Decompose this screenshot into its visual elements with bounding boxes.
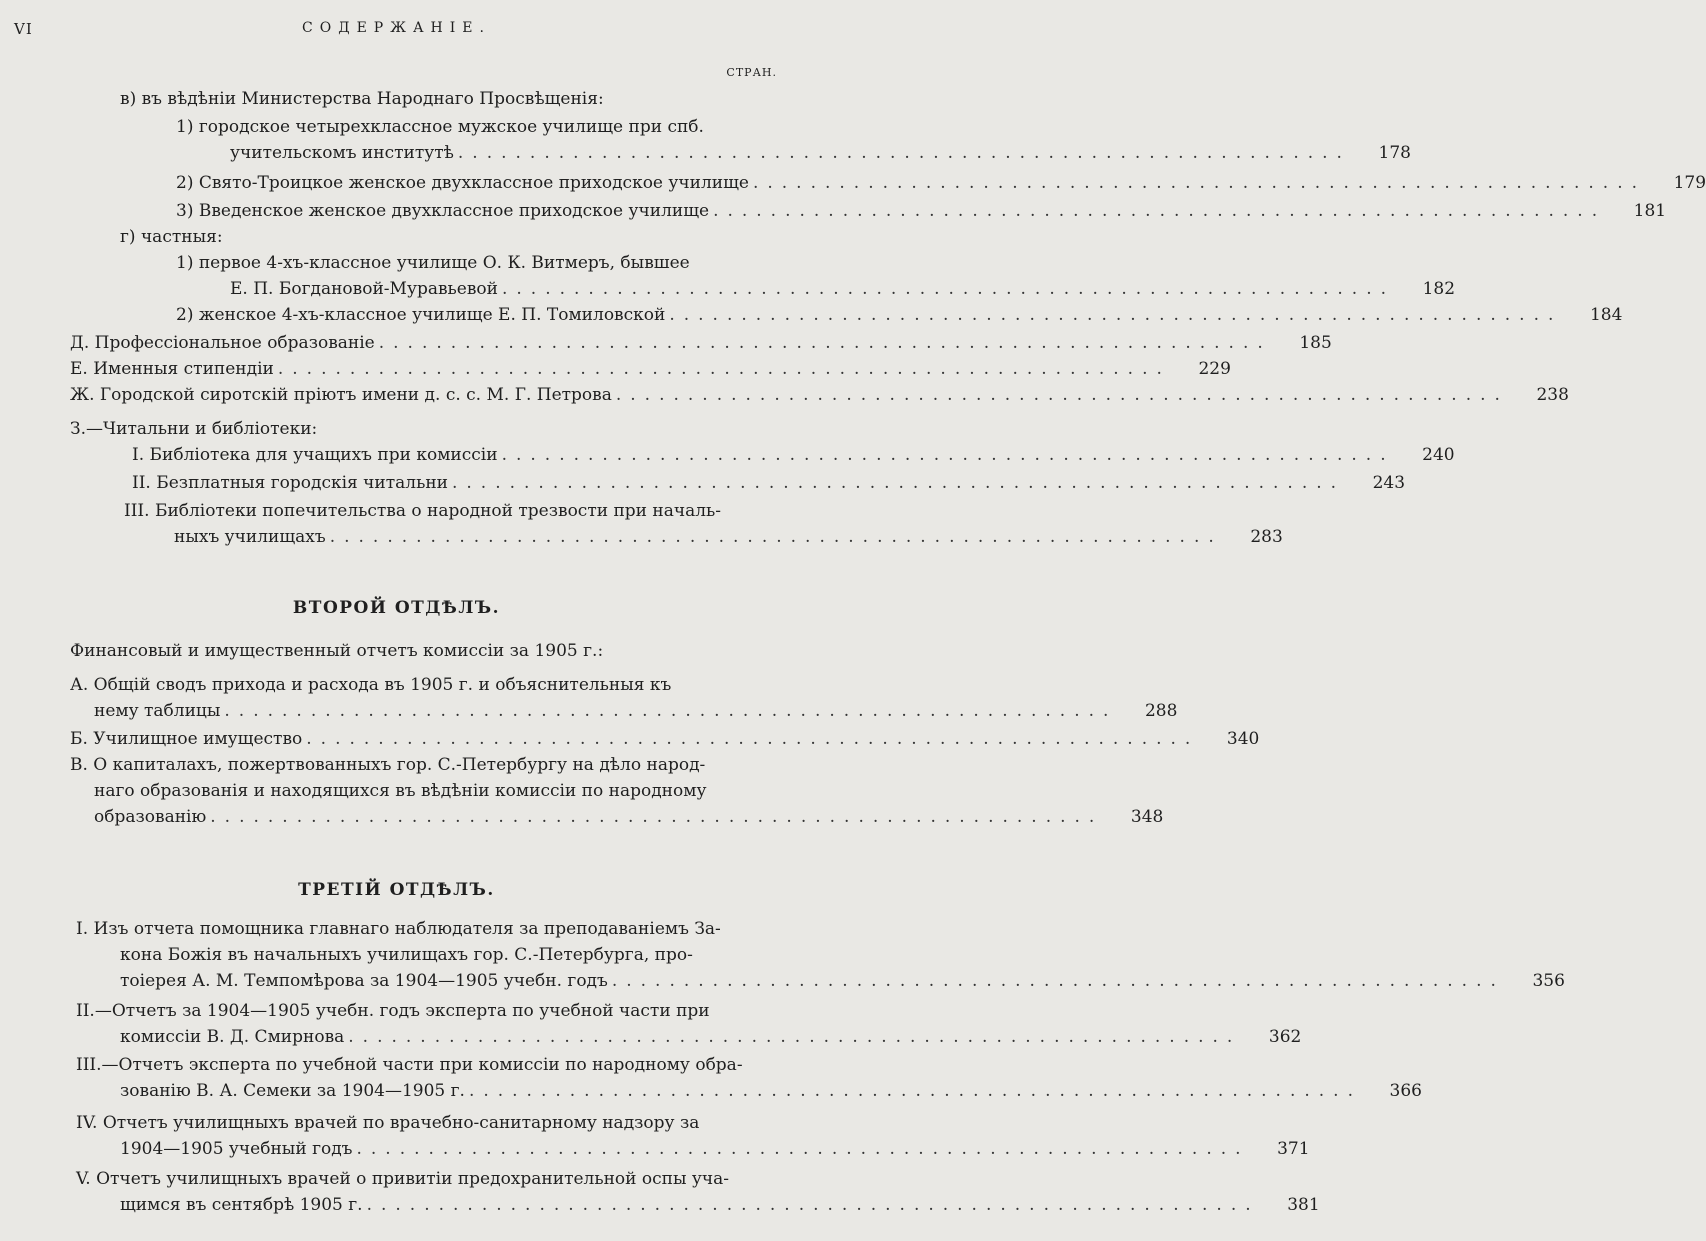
entry-line: III.—Отчетъ эксперта по учебной части при комиссіи по народному обра- — [76, 1055, 743, 1075]
entry-line: IV. Отчетъ училищныхъ врачей по врачебно-санитарному надзору за — [76, 1113, 700, 1133]
entry-page: 240 — [1422, 445, 1455, 465]
entry-line: Е. П. Богдановой-Муравьевой — [230, 279, 498, 299]
toc-entry: Д. Профессіональное образованіе .............................................................. 185 — [70, 330, 780, 356]
entry-line: тоіерея А. М. Темпомѣрова за 1904—1905 учебн. годъ — [120, 971, 608, 991]
entry-line: Д. Профессіональное образованіе — [70, 333, 375, 353]
entry-line: III. Библіотеки попечительства о народной трезвости при началь- — [124, 501, 722, 521]
running-head: СОДЕРЖАНІЕ. — [302, 20, 491, 36]
entry-page: 182 — [1422, 279, 1456, 299]
entry-line: I. Изъ отчета помощника главнаго наблюдателя за преподаваніемъ За- — [76, 919, 721, 939]
entry-line: А. Общій сводъ прихода и расхода въ 1905 г. и объяснительныя къ — [70, 675, 672, 695]
entry-line: учительскомъ институтѣ — [230, 143, 454, 163]
toc-entry: II.—Отчетъ за 1904—1905 учебн. годъ эксперта по учебной части при комиссіи В. Д. Смирнова .............................................................. 362 — [76, 998, 780, 1050]
entry-page: 340 — [1226, 729, 1260, 749]
entry-line: щимся въ сентябрѣ 1905 г. — [120, 1195, 363, 1215]
entry-page: 178 — [1378, 143, 1411, 163]
entry-line: 2) женское 4-хъ-классное училище Е. П. Томиловской — [176, 305, 666, 325]
section-title: ВТОРОЙ ОТДѢЛЪ. — [292, 598, 501, 618]
entry-page: 185 — [1299, 333, 1332, 353]
toc-entry: IV. Отчетъ училищныхъ врачей по врачебно-санитарному надзору за 1904—1905 учебный годъ .............................................................. 371 — [76, 1110, 780, 1162]
entry-page: 243 — [1372, 473, 1406, 493]
entry-line: Ж. Городской сиротскій пріютъ имени д. с. с. М. Г. Петрова — [70, 385, 612, 405]
page-number: VI — [14, 20, 33, 38]
entry-page: 288 — [1144, 701, 1178, 721]
entry-page: 371 — [1277, 1139, 1310, 1159]
toc-entry: 3) Введенское женское двухклассное приходское училище .............................................................. 181 — [176, 198, 780, 224]
entry-page: 184 — [1589, 305, 1623, 325]
entry-line: Е. Именныя стипендіи — [70, 359, 274, 379]
entry-line: Б. Училищное имущество — [70, 729, 303, 749]
toc-entry — [120, 86, 720, 112]
entry-line: 3) Введенское женское двухклассное приходское училище — [176, 201, 710, 221]
entry-line: 2) Свято-Троицкое женское двухклассное приходское училище — [176, 173, 749, 193]
entry-line: II.—Отчетъ за 1904—1905 учебн. годъ эксперта по учебной части при — [76, 1001, 710, 1021]
toc-entry: 1) первое 4-хъ-классное училище О. К. Витмеръ, бывшее Е. П. Богдановой-Муравьевой .............................................................. 182 — [176, 250, 780, 302]
entry-line: комиссіи В. Д. Смирнова — [120, 1027, 345, 1047]
entry-page: 229 — [1198, 359, 1231, 379]
entry-line: В. О капиталахъ, пожертвованныхъ гор. С.-Петербургу на дѣло народ- — [70, 755, 706, 775]
entry-page: 348 — [1130, 807, 1164, 827]
entry-page: 366 — [1389, 1081, 1422, 1101]
entry-line: 1904—1905 учебный годъ — [120, 1139, 353, 1159]
toc-entry: Е. Именныя стипендіи .............................................................. 229 — [70, 356, 780, 382]
entry-line: 1) городское четырехклассное мужское училище при спб. — [176, 117, 704, 137]
toc-entry: I. Изъ отчета помощника главнаго наблюдателя за преподаваніемъ За- кона Божія въ начальныхъ училищахъ гор. С.-Петербурга, про- тоіерея А. М. Темпомѣрова за 1904—1905 учебн. годъ .............................................................. 356 — [76, 916, 780, 994]
section-title: ТРЕТІЙ ОТДѢЛЪ. — [298, 880, 495, 900]
section-intro — [70, 638, 770, 664]
entry-line: кона Божія въ начальныхъ училищахъ гор. С.-Петербурга, про- — [120, 945, 693, 965]
toc-entry: В. О капиталахъ, пожертвованныхъ гор. С.-Петербургу на дѣло народ- наго образованія и находящихся въ вѣдѣніи комиссіи по народному образованію .............................................................. 348 — [70, 752, 780, 830]
entry-line: нему таблицы — [94, 701, 221, 721]
entry-line: 1) первое 4-хъ-классное училище О. К. Витмеръ, бывшее — [176, 253, 690, 273]
entry-page: 362 — [1268, 1027, 1302, 1047]
pages-column-label: СТРАН. — [726, 66, 777, 79]
toc-entry: 1) городское четырехклассное мужское училище при спб. учительскомъ институтѣ .............................................................. 178 — [176, 114, 780, 166]
toc-entry: II. Безплатныя городскія читальни .............................................................. 243 — [132, 470, 780, 496]
toc-entry: I. Библіотека для учащихъ при комиссіи .............................................................. 240 — [132, 442, 780, 468]
toc-entry — [120, 224, 720, 250]
entry-line: в) въ вѣдѣніи Министерства Народнаго Просвѣщенія: — [120, 89, 604, 109]
toc-entry: Б. Училищное имущество .............................................................. 340 — [70, 726, 780, 752]
entry-line: образованію — [94, 807, 207, 827]
toc-entry: А. Общій сводъ прихода и расхода въ 1905 г. и объяснительныя къ нему таблицы .............................................................. 288 — [70, 672, 780, 724]
entry-page: 283 — [1250, 527, 1283, 547]
entry-line: зованію В. А. Семеки за 1904—1905 г. — [120, 1081, 465, 1101]
entry-line: II. Безплатныя городскія читальни — [132, 473, 448, 493]
entry-page: 356 — [1532, 971, 1565, 991]
entry-page: 179 — [1673, 173, 1706, 193]
entry-line: Финансовый и имущественный отчетъ комиссіи за 1905 г.: — [70, 641, 604, 661]
entry-line: V. Отчетъ училищныхъ врачей о привитіи предохранительной оспы уча- — [76, 1169, 730, 1189]
entry-line: наго образованія и находящихся въ вѣдѣніи комиссіи по народному — [94, 781, 707, 801]
entry-line: З.—Читальни и библіотеки: — [70, 419, 318, 439]
toc-entry: 2) женское 4-хъ-классное училище Е. П. Томиловской .............................................................. 184 — [176, 302, 780, 328]
entry-line: I. Библіотека для учащихъ при комиссіи — [132, 445, 498, 465]
entry-line: г) частныя: — [120, 227, 223, 247]
toc-entry: III.—Отчетъ эксперта по учебной части при комиссіи по народному обра- зованію В. А. Семеки за 1904—1905 г. .............................................................. 366 — [76, 1052, 780, 1104]
toc-entry: Ж. Городской сиротскій пріютъ имени д. с. с. М. Г. Петрова .............................................................. 238 — [70, 382, 780, 408]
toc-entry: 2) Свято-Троицкое женское двухклассное приходское училище .............................................................. 179 — [176, 170, 780, 196]
toc-entry — [70, 416, 770, 442]
entry-page: 238 — [1536, 385, 1569, 405]
entry-page: 181 — [1633, 201, 1667, 221]
entry-page: 381 — [1287, 1195, 1320, 1215]
entry-line: ныхъ училищахъ — [174, 527, 326, 547]
toc-entry: V. Отчетъ училищныхъ врачей о привитіи предохранительной оспы уча- щимся въ сентябрѣ 1905 г. .............................................................. 381 — [76, 1166, 780, 1218]
toc-entry: III. Библіотеки попечительства о народной трезвости при началь- ныхъ училищахъ .............................................................. 283 — [124, 498, 780, 550]
